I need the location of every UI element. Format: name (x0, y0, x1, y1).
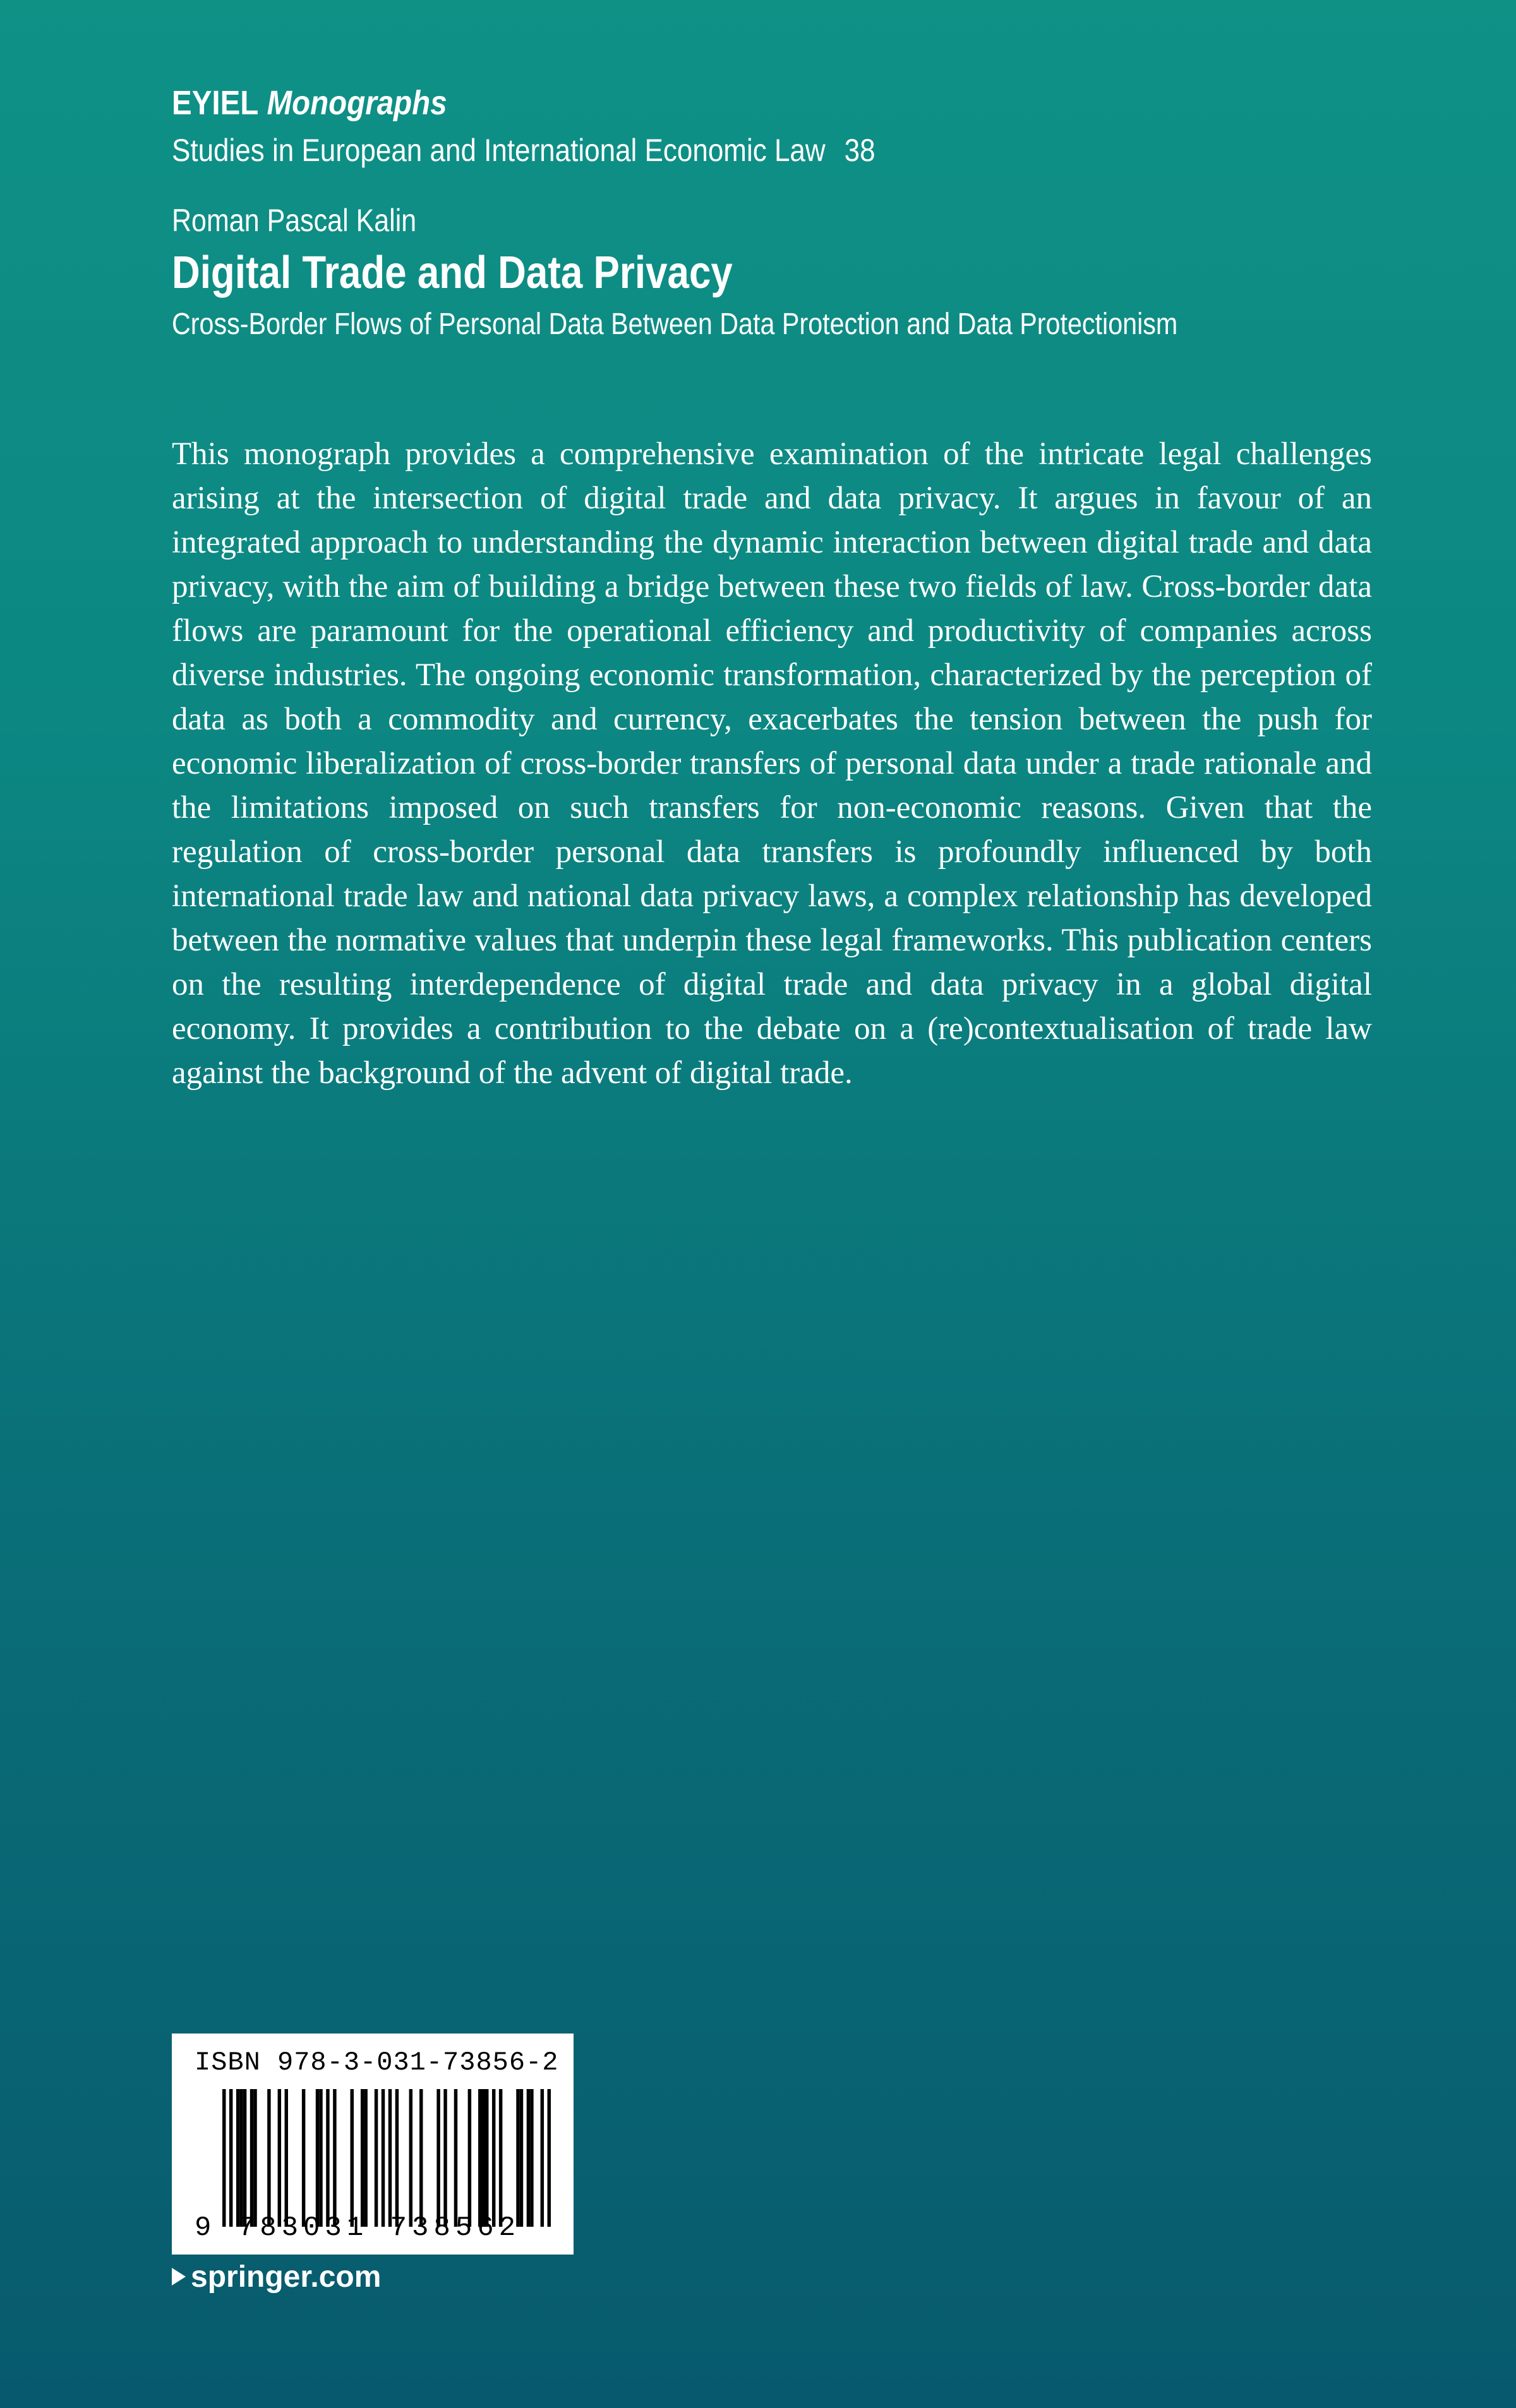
barcode-bar (250, 2089, 253, 2227)
barcode-bar (236, 2089, 239, 2227)
barcode-bar (527, 2089, 530, 2227)
barcode-bar (482, 2089, 485, 2227)
book-title: Digital Trade and Data Privacy (172, 248, 733, 298)
barcode-bar (333, 2089, 336, 2227)
barcode-bar (409, 2089, 412, 2227)
series-header (172, 81, 875, 176)
barcode-bar (243, 2089, 246, 2227)
publisher-url: springer.com (191, 2260, 382, 2294)
barcode-bar (364, 2089, 367, 2227)
barcode-bar (516, 2089, 519, 2227)
barcode-bar (326, 2089, 329, 2227)
book-heading (172, 197, 1177, 347)
barcode-bar (375, 2089, 378, 2227)
book-subtitle: Cross-Border Flows of Personal Data Between Data Protection and Data Protectionism (172, 308, 1178, 341)
barcode-bar (541, 2089, 544, 2227)
barcode-bar (499, 2089, 502, 2227)
barcode-bar (278, 2089, 281, 2227)
barcode-bar (285, 2089, 288, 2227)
barcode-bar (316, 2089, 319, 2227)
publisher-link[interactable] (172, 2257, 381, 2297)
barcode-bar (478, 2089, 481, 2227)
isbn-barcode (172, 2034, 574, 2255)
barcode-bar (239, 2089, 243, 2227)
barcode-bar (454, 2089, 457, 2227)
barcode-bar (351, 2089, 354, 2227)
barcode-digits: 9 783031 738562 (195, 2212, 521, 2244)
barcode-bar (520, 2089, 523, 2227)
barcode-bar (485, 2089, 488, 2227)
series-kind: Monographs (267, 84, 447, 122)
barcode-bar (436, 2089, 440, 2227)
barcode-bar (361, 2089, 364, 2227)
barcode-bar (253, 2089, 256, 2227)
isbn-label: ISBN 978-3-031-73856-2 (195, 2047, 559, 2078)
barcode-bar (530, 2089, 533, 2227)
series-brand: EYIEL (172, 84, 259, 122)
author-name: Roman Pascal Kalin (172, 203, 417, 238)
barcode-bar (302, 2089, 305, 2227)
barcode-bar (548, 2089, 551, 2227)
series-volume: 38 (844, 133, 875, 168)
barcode-bar (229, 2089, 232, 2227)
barcode-bar (419, 2089, 423, 2227)
barcode-bar (222, 2089, 226, 2227)
barcode-bar (395, 2089, 399, 2227)
barcode-bar (468, 2089, 471, 2227)
barcode-bar (319, 2089, 322, 2227)
series-name: Studies in European and International Economic Law (172, 133, 826, 168)
barcode-bar (267, 2089, 270, 2227)
barcode-bars (222, 2089, 551, 2227)
book-description: This monograph provides a comprehensive examination of the intricate legal challenges arising at the intersection of digital trade and data privacy. It argues in favour of an integrated approach to understanding the dynamic interaction between digital trade and data privacy, with the aim of building a bridge between these two fields of law. Cross-border data flows are paramount for the operational efficiency and productivity of companies across diverse industries. The ongoing economic transformation, characterized by the perception of data as both a commodity and currency, exacerbates the tension between the push for economic liberalization of cross-border transfers of personal data under a trade rationale and the limitations imposed on such transfers for non-economic reasons. Given that the regulation of cross-border personal data transfers is profoundly influenced by both international trade law and national data privacy laws, a complex relationship has developed between the normative values that underpin these legal frameworks. This publication centers on the resulting interdependence of digital trade and data privacy in a global digital economy. It provides a contribution to the debate on a (re)contextualisation of trade law against the background of the advent of digital trade. (172, 436, 1372, 1091)
barcode-bar (443, 2089, 447, 2227)
barcode-bar (492, 2089, 495, 2227)
series-title (172, 81, 875, 125)
series-subtitle (172, 125, 875, 176)
barcode-bar (388, 2089, 392, 2227)
barcode-bar (382, 2089, 385, 2227)
triangle-arrow-icon (172, 2268, 186, 2285)
